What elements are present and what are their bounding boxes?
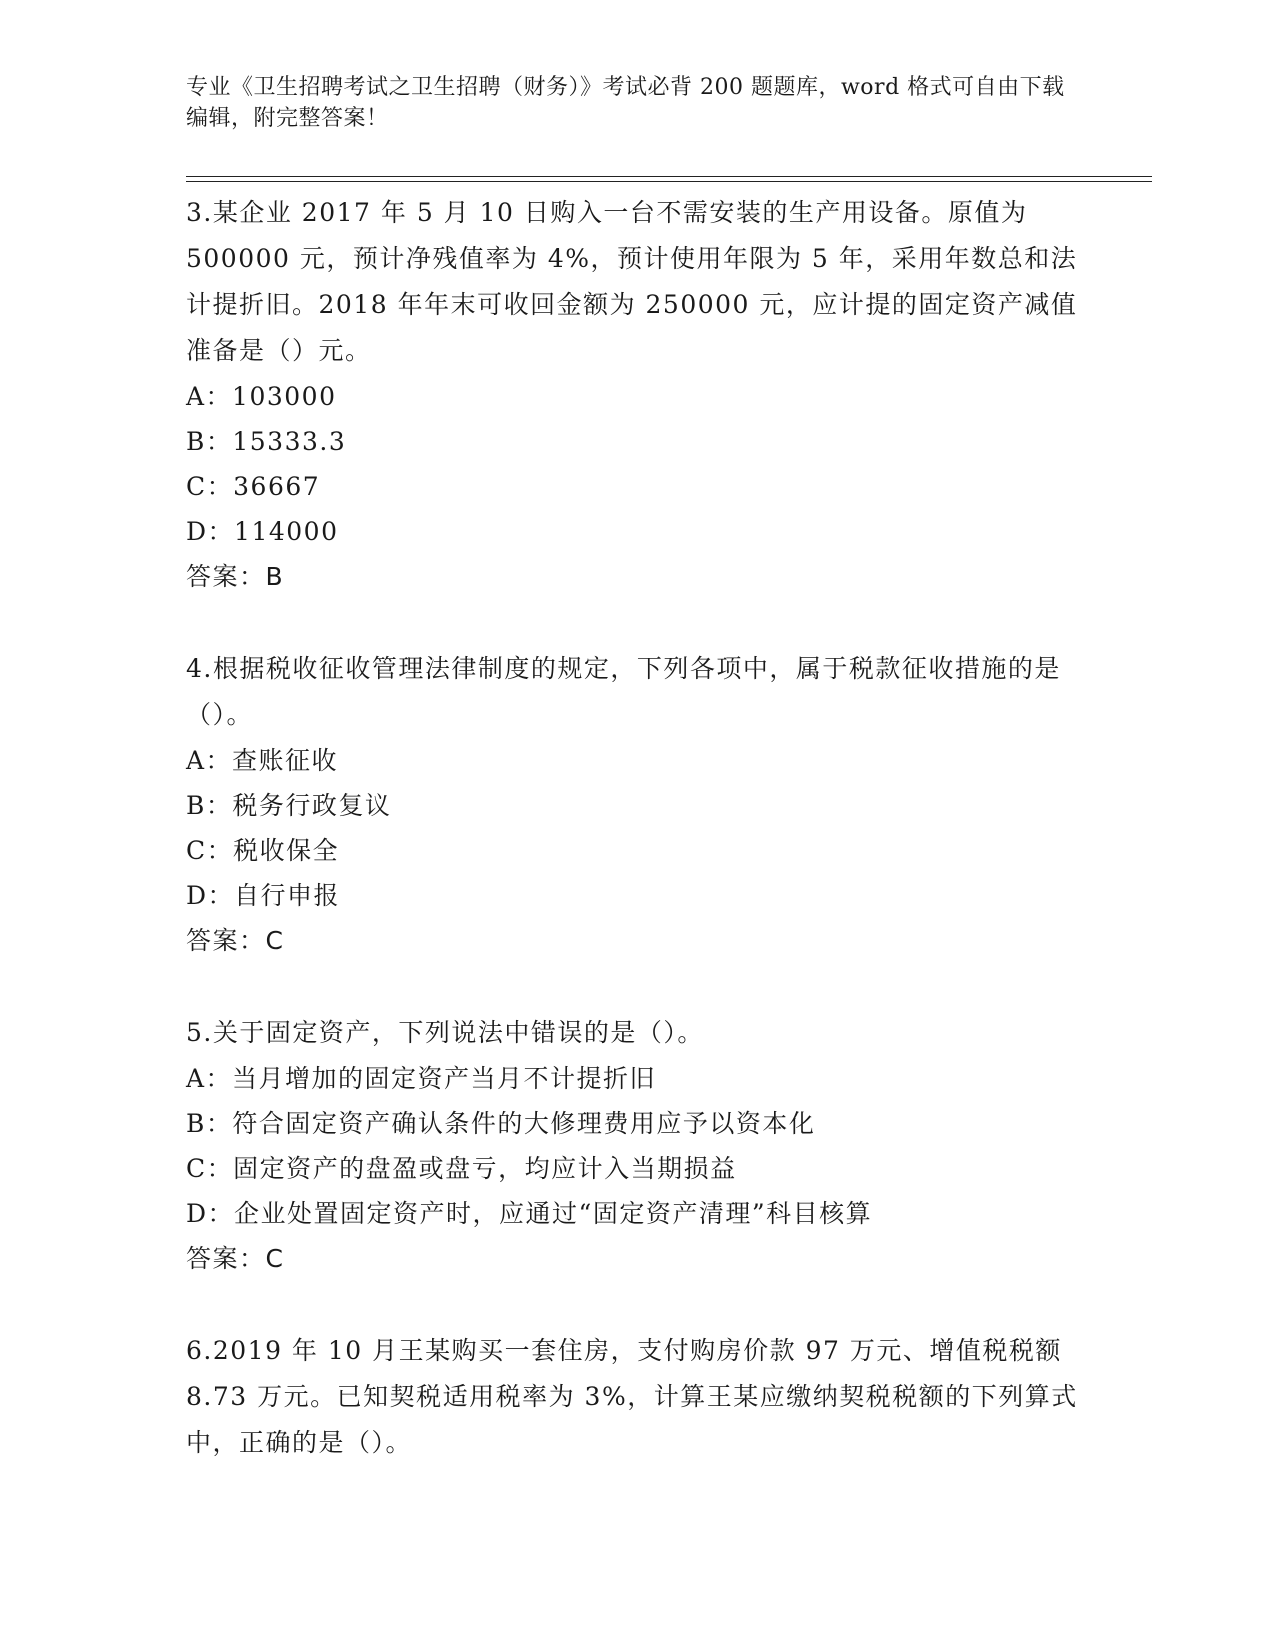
answer-line: 答案：B [186, 562, 285, 591]
question-5 [186, 1010, 1086, 1282]
answer-line: 答案：C [186, 926, 285, 955]
question-stem: 6.2019 年 10 月王某购买一套住房，支付购房价款 97 万元、增值税税额 8.73 万元。已知契税适用税率为 3%，计算王某应缴纳契税税额的下列算式中，正确的是（）。 [186, 1336, 1078, 1457]
question-list [186, 190, 1086, 1466]
question-stem: 3.某企业 2017 年 5 月 10 日购入一台不需安装的生产用设备。原值为 500000 元，预计净残值率为 4%，预计使用年限为 5 年，采用年数总和法计提折旧。2018 年年末可收回金额为 250000 元，应计提的固定资产减值准备是（）元。 [186, 198, 1078, 365]
header-divider-top [186, 176, 1152, 177]
option-d: D：114000 [186, 517, 339, 546]
option-c: C：税收保全 [186, 836, 340, 865]
option-b: B：15333.3 [186, 427, 347, 456]
option-c: C：36667 [186, 472, 321, 501]
question-spacer [186, 1282, 1086, 1328]
option-d: D：企业处置固定资产时，应通过“固定资产清理”科目核算 [186, 1199, 873, 1228]
question-spacer [186, 964, 1086, 1010]
question-stem: 4.根据税收征收管理法律制度的规定，下列各项中，属于税款征收措施的是（）。 [186, 654, 1061, 729]
option-a: A：当月增加的固定资产当月不计提折旧 [186, 1064, 657, 1093]
option-a: A：查账征收 [186, 746, 339, 775]
question-6 [186, 1328, 1086, 1466]
question-spacer [186, 600, 1086, 646]
question-3 [186, 190, 1086, 600]
option-c: C：固定资产的盘盈或盘亏，均应计入当期损益 [186, 1154, 737, 1183]
option-d: D：自行申报 [186, 881, 341, 910]
answer-line: 答案：C [186, 1244, 285, 1273]
option-b: B：税务行政复议 [186, 791, 392, 820]
question-stem: 5.关于固定资产，下列说法中错误的是（）。 [186, 1018, 704, 1047]
option-a: A：103000 [186, 382, 337, 411]
document-header-title: 专业《卫生招聘考试之卫生招聘（财务）》考试必背 200 题题库，word 格式可自由下载编辑，附完整答案！ [186, 75, 1065, 131]
question-4 [186, 646, 1086, 964]
header-divider-bottom [186, 181, 1152, 182]
option-b: B：符合固定资产确认条件的大修理费用应予以资本化 [186, 1109, 816, 1138]
